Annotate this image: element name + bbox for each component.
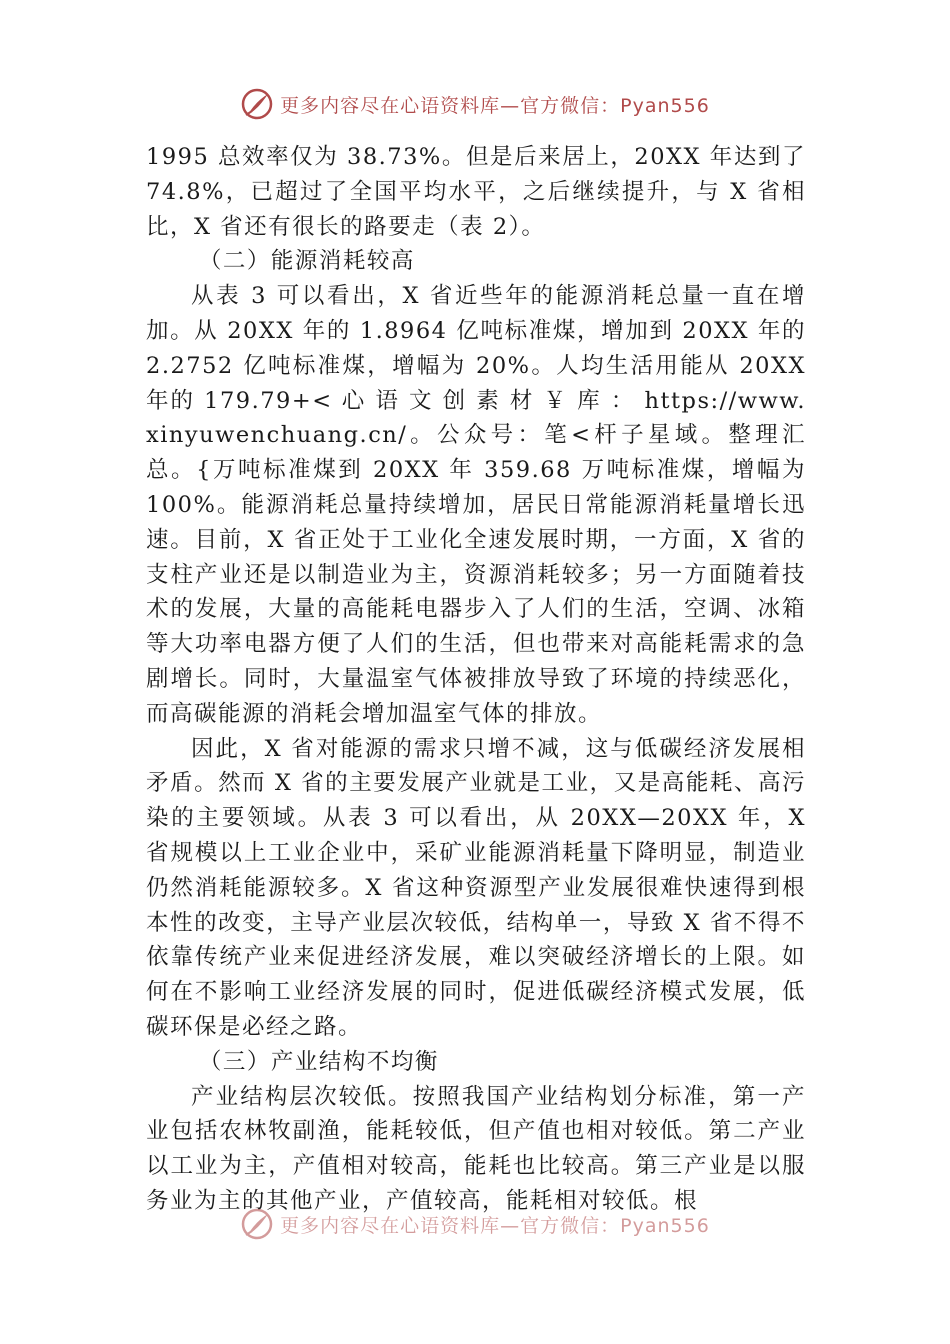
section-heading-industrial-structure: （三）产业结构不均衡 — [198, 1048, 439, 1075]
paragraph-energy-consumption: 从表 3 可以看出，X 省近些年的能源消耗总量一直在增加。从 20XX 年的 1.8964 亿吨标准煤，增加到 20XX 年的 2.2752 亿吨标准煤，增幅为 20%。人均生活用能从 20XX 年的 179.79+< 心 语 文 创 素 材 ￥ 库 ： https://www.xinyuwenchuang.cn/。公众号：笔<杆子星域。整理汇总。{万吨标准煤到 20XX 年 359.68 万吨标准煤，增幅为 100%。能源消耗总量持续增加，居民日常能源消耗量增长迅速。目前，X 省正处于工业化全速发展时期，一方面，X 省的支柱产业还是以制造业为主，资源消耗较多；另一方面随着技术的发展，大量的高能耗电器步入了人们的生活，空调、冰箱等大功率电器方便了人们的生活，但也带来对高能耗需求的急剧增长。同时，大量温室气体被排放导致了环境的持续恶化，而高碳能源的消耗会增加温室气体的排放。 — [146, 283, 806, 727]
watermark-text: 更多内容尽在心语资料库—官方微信：Pyan556 — [280, 1214, 710, 1237]
quill-logo-icon — [240, 87, 274, 121]
paragraph-industrial-structure: 产业结构层次较低。按照我国产业结构划分标准，第一产业包括农林牧副渔，能耗较低，但产值也相对较低。第二产业以工业为主，产值相对较高，能耗也比较高。第三产业是以服务业为主的其他产业，产值较高，能耗相对较低。根 — [146, 1083, 806, 1214]
paragraph-efficiency: 1995 总效率仅为 38.73%。但是后来居上，20XX 年达到了 74.8%，已超过了全国平均水平，之后继续提升，与 X 省相比，X 省还有很长的路要走（表 2）。 — [146, 144, 806, 240]
paragraph-industry-conflict: 因此，X 省对能源的需求只增不减，这与低碳经济发展相矛盾。然而 X 省的主要发展产业就是工业，又是高能耗、高污染的主要领域。从表 3 可以看出，从 20XX—20XX 年，X 省规模以上工业企业中，采矿业能源消耗量下降明显，制造业仍然消耗能源较多。X 省这种资源型产业发展很难快速得到根本性的改变，主导产业层次较低，结构单一，导致 X 省不得不依靠传统产业来促进经济发展，难以突破经济增长的上限。如何在不影响工业经济发展的同时，促进低碳经济模式发展，低碳环保是必经之路。 — [146, 735, 806, 1040]
document-body — [146, 140, 806, 1219]
watermark-text: 更多内容尽在心语资料库—官方微信：Pyan556 — [280, 94, 710, 117]
watermark-header — [0, 86, 950, 122]
watermark-footer — [0, 1206, 950, 1242]
section-heading-energy-consumption: （二）能源消耗较高 — [198, 248, 415, 275]
quill-logo-icon — [240, 1207, 274, 1241]
